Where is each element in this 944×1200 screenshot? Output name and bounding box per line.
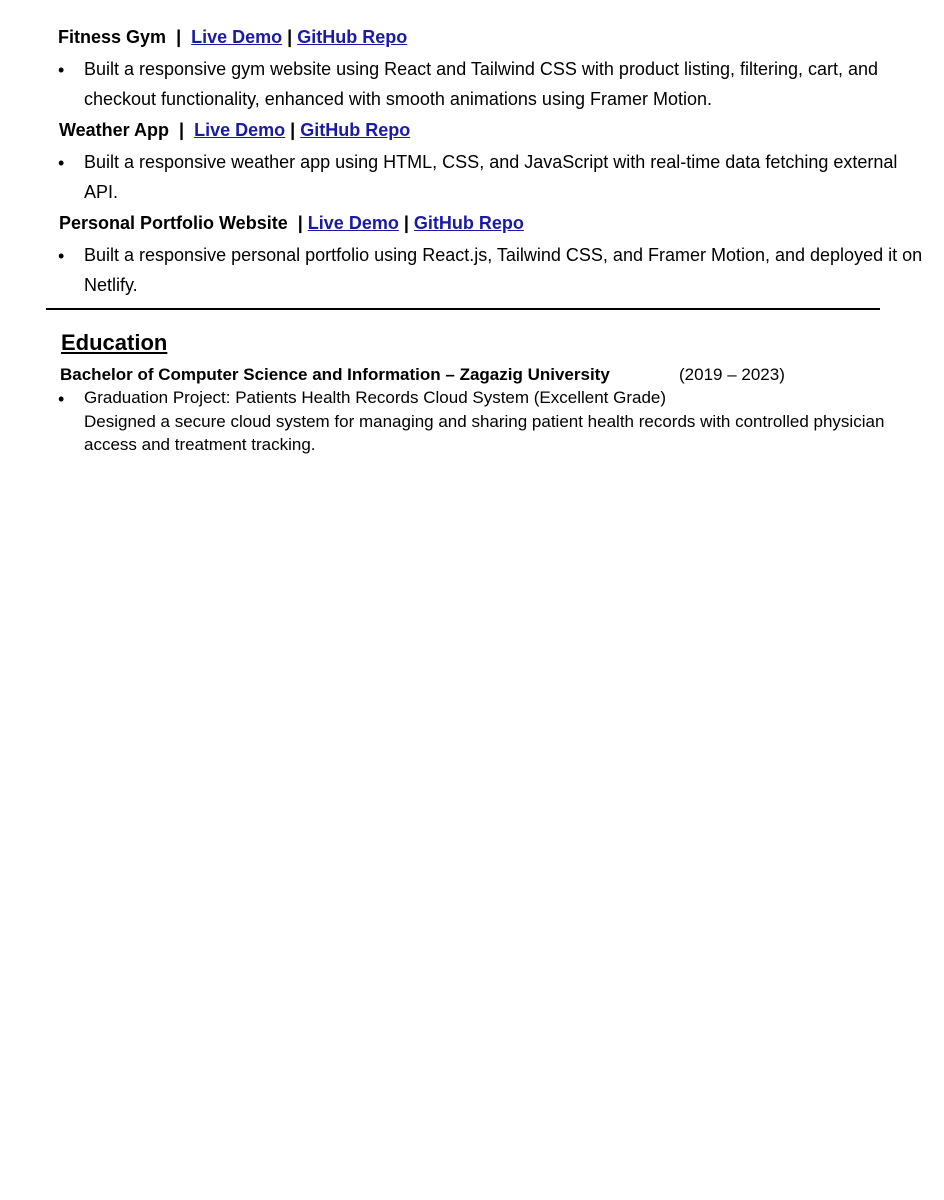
graduation-project-description: Designed a secure cloud system for managing and sharing patient health records with controlled physician access and treatment tracking. [84,412,885,454]
separator: | [403,213,409,233]
degree-years: (2019 – 2023) [679,365,785,384]
graduation-project: Graduation Project: Patients Health Records Cloud System (Excellent Grade) [84,388,667,407]
project-name: Personal Portfolio Website [59,213,288,233]
bullet-icon: • [58,389,65,409]
degree-title: Bachelor of Computer Science and Information – Zagazig University [60,365,610,384]
separator: | [179,120,185,140]
section-divider [46,308,880,310]
github-repo-link[interactable]: GitHub Repo [413,213,524,233]
github-repo-link[interactable]: GitHub Repo [297,27,408,47]
project-description: Built a responsive personal portfolio using React.js, Tailwind CSS, and Framer Motion, and deployed it on Netlify. [84,245,923,295]
project-description: Built a responsive gym website using React and Tailwind CSS with product listing, filtering, cart, and checkout functionality, enhanced with smooth animations using Framer Motion. [84,59,879,109]
separator: | [176,27,182,47]
project-name: Weather App [59,120,170,140]
section-title-education: Education [61,330,168,355]
live-demo-link[interactable]: Live Demo [307,213,399,233]
github-repo-link[interactable]: GitHub Repo [300,120,411,140]
bullet-icon: • [58,153,65,173]
bullet-icon: • [58,60,65,80]
project-description: Built a responsive weather app using HTML, CSS, and JavaScript with real-time data fetching external API. [84,152,898,202]
live-demo-link[interactable]: Live Demo [194,120,286,140]
live-demo-link[interactable]: Live Demo [191,27,283,47]
project-weather-app-header [59,119,410,141]
separator: | [290,120,296,140]
separator: | [297,213,303,233]
project-fitness-gym-header [58,26,407,48]
separator: | [287,27,293,47]
project-name: Fitness Gym [58,27,167,47]
bullet-icon: • [58,246,65,266]
project-portfolio-header [59,212,524,234]
